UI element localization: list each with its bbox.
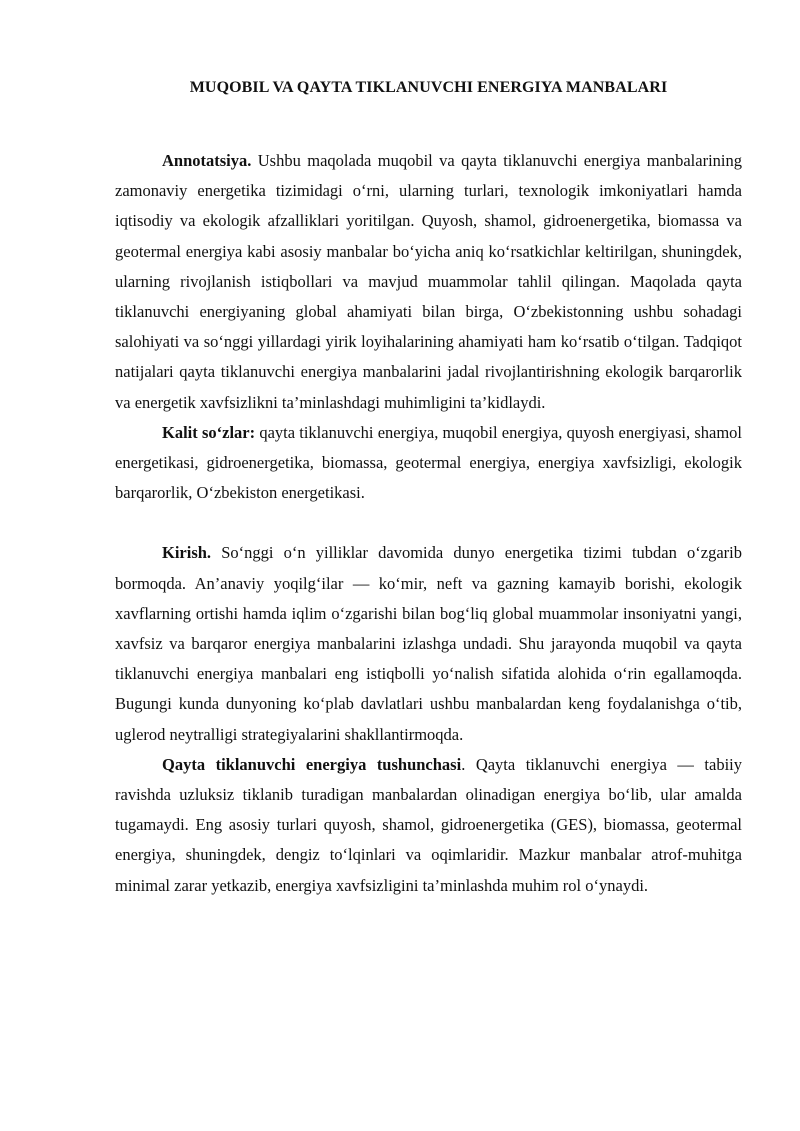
concept-heading: Qayta tiklanuvchi energiya tushunchasi [162,754,462,774]
concept-paragraph [115,750,742,901]
keywords-paragraph [115,418,742,509]
document-title: MUQOBIL VA QAYTA TIKLANUVCHI ENERGIYA MANBALARI [189,79,668,96]
concept-text: . Qayta tiklanuvchi energiya — tabiiy ravishda uzluksiz tiklanib turadigan manbalardan olinadigan energiya bo‘lib, ular amalda tugamaydi. Eng asosiy turlari quyosh, shamol, gidroenergetika (GES), biomassa, geotermal energiya, shuningdek, dengiz to‘lqinlari va oqimlaridir. Mazkur manbalar atrof-muhitga minimal zarar yetkazib, energiya xavfsizligini ta’minlashda muhim rol o‘ynaydi. [115,754,742,895]
intro-text: So‘nggi o‘n yilliklar davomida dunyo energetika tizimi tubdan o‘zgarib bormoqda. An’anaviy yoqilg‘ilar — ko‘mir, neft va gazning kamayib borishi, ekologik xavflarning ortishi hamda iqlim o‘zgarishi bilan bog‘liq global muammolar insoniyatni yangi, xavfsiz va barqaror energiya manbalarini izlashga undadi. Shu jarayonda muqobil va qayta tiklanuvchi energiya manbalari eng istiqbolli yo‘nalish sifatida alohida o‘rin egallamoqda. Bugungi kunda dunyoning ko‘plab davlatlari ushbu manbalardan keng foydalanishga o‘tib, uglerod neytralligi strategiyalarini shakllantirmoqda. [115,543,742,744]
keywords-text: qayta tiklanuvchi energiya, muqobil energiya, quyosh energiyasi, shamol energetikasi, gidroenergetika, biomassa, geotermal energiya, energiya xavfsizligi, ekologik barqarorlik, O‘zbekiston energetikasi. [115,422,743,503]
spacer [115,102,742,146]
intro-heading: Kirish. [162,543,212,563]
intro-paragraph [115,538,742,749]
document-page [115,74,742,901]
abstract-text: Ushbu maqolada muqobil va qayta tiklanuvchi energiya manbalarining zamonaviy energetika tizimidagi o‘rni, ularning turlari, texnologik imkoniyatlari hamda iqtisodiy va ekologik afzalliklari yoritilgan. Quyosh, shamol, gidroenergetika, biomassa va geotermal energiya kabi asosiy manbalar bo‘yicha aniq ko‘rsatkichlar keltirilgan, shuningdek, ularning rivojlanish istiqbollari va mavjud muammolar tahlil qilingan. Maqolada qayta tiklanuvchi energiyaning global ahamiyati bilan birga, O‘zbekistonning ushbu sohadagi salohiyati va so‘nggi yillardagi yirik loyihalarining ahamiyati ham ko‘rsatib o‘tilgan. Tadqiqot natijalari qayta tiklanuvchi energiya manbalarini jadal rivojlantirishning ekologik barqarorlik va energetik xavfsizlikni ta’minlashdagi muhimligini ta’kidlaydi. [115,151,742,412]
abstract-paragraph [115,146,742,418]
keywords-heading: Kalit so‘zlar: [162,422,256,442]
spacer [115,508,742,538]
abstract-heading: Annotatsiya. [162,151,252,170]
